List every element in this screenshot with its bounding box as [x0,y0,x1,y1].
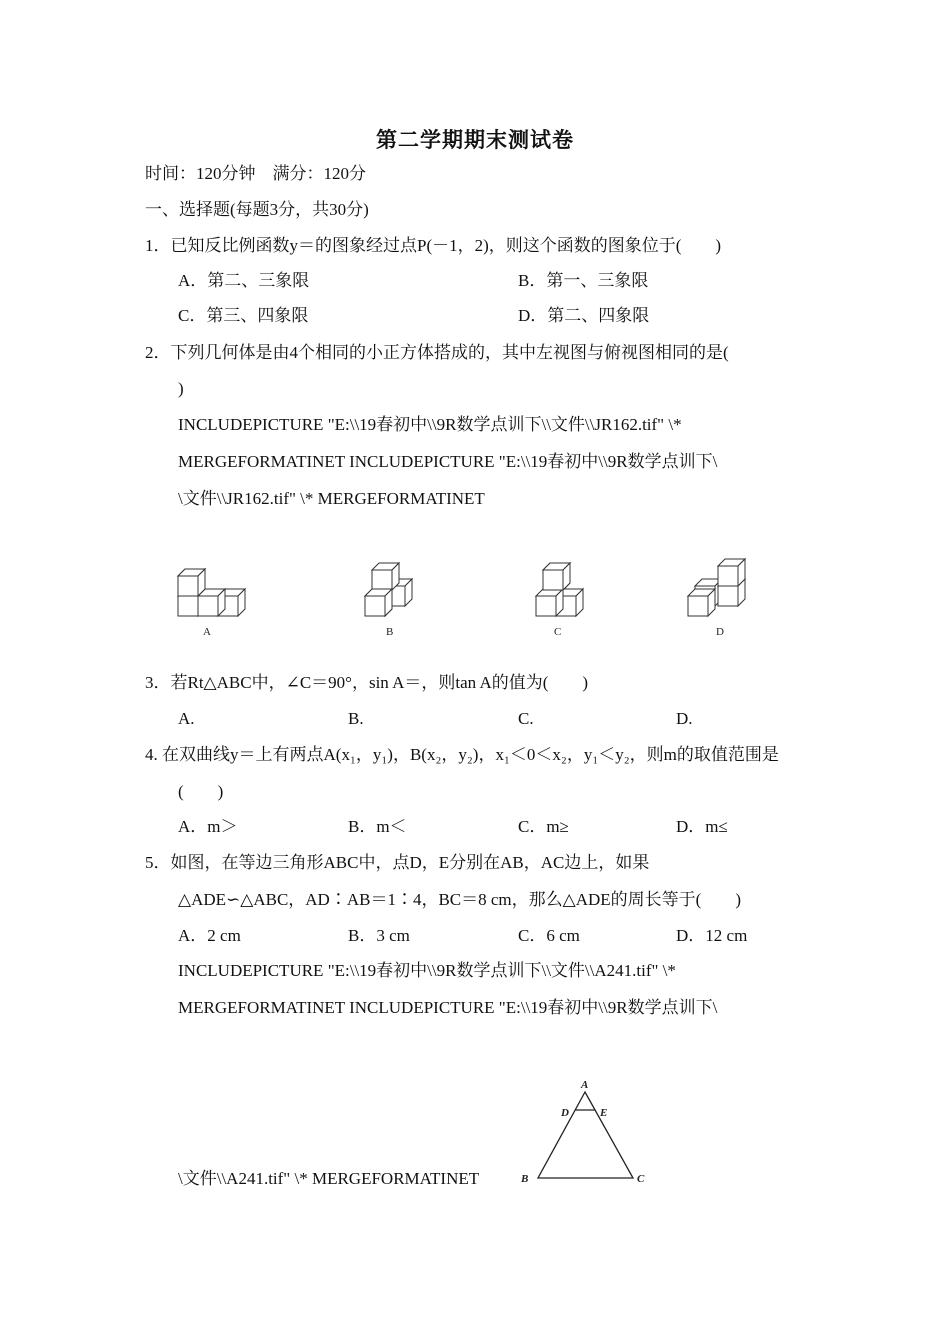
cube-figure-a [178,569,245,616]
cube-label-a: A [203,626,211,638]
cube-figures [170,555,770,645]
vertex-label-c: C [637,1173,645,1185]
cube-label-b: B [386,626,394,638]
q2-include-line-2: MERGEFORMATINET INCLUDEPICTURE "E:\\19春初中\\9R数学点训下\ [178,452,718,471]
vertex-label-b: B [521,1173,529,1185]
q3-option-c: C. [518,709,534,728]
triangle-figure [515,1070,655,1190]
question-2-stem: 2．下列几何体是由4个相同的小正方体搭成的，其中左视图与俯视图相同的是( [145,343,729,362]
question-4-stem: 4. 在双曲线y＝上有两点A(x₁，y₁)，B(x₂，y₂)，x₁＜0＜x₂，y₁＜y₂，则m的取值范围是 [145,745,779,764]
section-heading: 一、选择题(每题3分，共30分) [145,200,369,219]
q2-include-line-1: INCLUDEPICTURE "E:\\19春初中\\9R数学点训下\\文件\\JR162.tif" \* [178,415,682,434]
question-4-stem-end: ( ) [178,782,224,801]
q4-option-c: C．m≥ [518,817,569,836]
q5-option-c: C．6 cm [518,926,580,945]
q3-option-d: D. [676,709,693,728]
cube-label-d: D [716,626,724,638]
q2-include-line-3: \文件\\JR162.tif" \* MERGEFORMATINET [178,489,485,508]
cube-label-c: C [554,626,562,638]
page-title: 第二学期期末测试卷 [376,128,574,152]
q4-option-d: D．m≤ [676,817,728,836]
q4-option-b: B．m＜ [348,817,407,836]
q5-option-d: D．12 cm [676,926,748,945]
question-3-stem: 3．若Rt△ABC中，∠C＝90°，sin A＝，则tan A的值为( ) [145,673,589,692]
q1-option-c: C．第三、四象限 [178,306,309,325]
q1-option-b: B．第一、三象限 [518,271,649,290]
q3-option-b: B. [348,709,364,728]
q3-option-a: A. [178,709,195,728]
vertex-label-d: D [561,1107,569,1119]
question-5-stem-2: △ADE∽△ABC，AD∶AB＝1∶4，BC＝8 cm，那么△ADE的周长等于( ) [178,890,741,909]
q1-option-a: A．第二、三象限 [178,271,310,290]
vertex-label-e: E [600,1107,608,1119]
cube-figure-d [688,559,745,616]
q5-include-line-1: INCLUDEPICTURE "E:\\19春初中\\9R数学点训下\\文件\\A241.tif" \* [178,961,676,980]
exam-meta: 时间：120分钟 满分：120分 [145,164,366,183]
q4-option-a: A．m＞ [178,817,238,836]
vertex-label-a: A [581,1079,589,1091]
q1-option-d: D．第二、四象限 [518,306,650,325]
q5-option-b: B．3 cm [348,926,410,945]
q5-include-line-2: MERGEFORMATINET INCLUDEPICTURE "E:\\19春初中\\9R数学点训下\ [178,998,718,1017]
cube-figure-c [536,563,583,616]
cube-figure-b [365,563,412,616]
q5-option-a: A．2 cm [178,926,241,945]
question-5-stem: 5．如图，在等边三角形ABC中，点D，E分别在AB，AC边上，如果 [145,853,650,872]
question-1-stem: 1．已知反比例函数y＝的图象经过点P(－1，2)，则这个函数的图象位于( ) [145,236,722,255]
q5-include-line-3: \文件\\A241.tif" \* MERGEFORMATINET [178,1169,480,1188]
question-2-stem-end: ) [178,379,184,398]
